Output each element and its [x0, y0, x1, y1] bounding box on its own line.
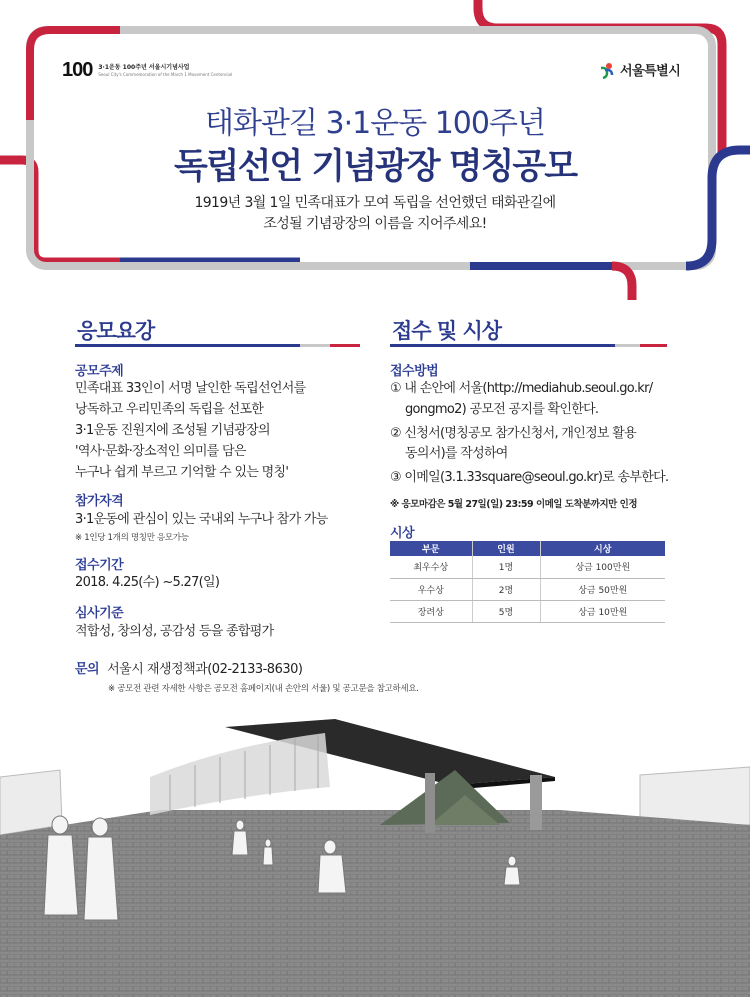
- left-rule-navy: [75, 344, 300, 347]
- title-line2: 독립선언 기념광장 명칭공모: [173, 147, 577, 187]
- cell: 상금 50만원: [540, 578, 665, 600]
- theme-line: 민족대표 33인이 서명 날인한 독립선언서를: [75, 381, 306, 396]
- col-count: 인원: [472, 541, 540, 556]
- left-rule-gray: [300, 344, 330, 347]
- table-row: [390, 600, 665, 622]
- contact-info: [75, 658, 302, 677]
- qualify-text: 3·1운동에 관심이 있는 국내외 누구나 참가 가능: [75, 512, 328, 527]
- method-label: 접수방법: [390, 364, 439, 379]
- award-label: 시상: [390, 526, 415, 541]
- right-rule-gray: [615, 344, 640, 347]
- plaza-rendering-illustration: [0, 715, 750, 997]
- logo-number: 100: [62, 59, 93, 81]
- qualify-note: ※ 1인당 1개의 명칭만 응모가능: [75, 533, 189, 543]
- period-text: 2018. 4.25(수) ~5.27(일): [75, 575, 220, 590]
- contact-note: ※ 공모전 관련 자세한 사항은 공모전 홈페이지(내 손안의 서울) 및 공고문을 참고하세요.: [108, 684, 419, 694]
- seoul-name: 서울특별시: [620, 64, 681, 79]
- award-table: [390, 541, 665, 623]
- centennial-logo: [62, 59, 232, 82]
- cell: 최우수상: [390, 556, 472, 578]
- intro-line1: 1919년 3월 1일 민족대표가 모여 독립을 선언했던 태화관길에: [194, 195, 556, 211]
- judge-label: 심사기준: [75, 606, 124, 621]
- period-label: 접수기간: [75, 558, 124, 573]
- cell: 상금 100만원: [540, 556, 665, 578]
- theme-line: 누구나 쉽게 부르고 기억할 수 있는 명칭': [75, 465, 289, 480]
- method1-line2: gongmo2) 공모전 공지를 확인한다.: [405, 402, 599, 417]
- cell: 1명: [472, 556, 540, 578]
- cell: 2명: [472, 578, 540, 600]
- cell: 5명: [472, 600, 540, 622]
- left-rule-red: [330, 344, 360, 347]
- right-rule-red: [640, 344, 667, 347]
- table-row: [390, 578, 665, 600]
- contact-text: 서울시 재생정책과(02-2133-8630): [107, 662, 303, 677]
- title-line1: 태화관길 3·1운동 100주년: [205, 106, 545, 141]
- cell: 상금 10만원: [540, 600, 665, 622]
- intro-text: [0, 193, 750, 235]
- cell: 우수상: [390, 578, 472, 600]
- award-table-header: [390, 541, 665, 556]
- theme-label: 공모주제: [75, 364, 124, 379]
- logo-line1: 3·1운동 100주년 서울시기념사업: [98, 63, 190, 71]
- method1-line1: ① 내 손안에 서울(http://mediahub.seoul.go.kr/: [390, 381, 653, 396]
- logo-line2: Seoul City's Commemoration of the March 1 Movement Centennial: [98, 71, 233, 77]
- qualify-label: 참가자격: [75, 494, 124, 509]
- contact-label: 문의: [75, 662, 100, 677]
- method2-line2: 동의서)를 작성하여: [405, 446, 508, 461]
- theme-line: '역사·문화·장소적인 의미를 담은: [75, 444, 246, 459]
- right-heading: 접수 및 시상: [392, 319, 502, 343]
- method3: ③ 이메일(3.1.33square@seoul.go.kr)로 송부한다.: [390, 470, 669, 485]
- right-rule-navy: [390, 344, 615, 347]
- judge-text: 적합성, 창의성, 공감성 등을 종합평가: [75, 624, 274, 639]
- seoul-city-logo: [598, 60, 680, 79]
- col-prize: 시상: [540, 541, 665, 556]
- col-category: 부문: [390, 541, 472, 556]
- left-heading: 응모요강: [77, 319, 155, 343]
- seoul-emblem-icon: [598, 61, 616, 79]
- intro-line2: 조성될 기념광장의 이름을 지어주세요!: [263, 216, 487, 232]
- theme-line: 3·1운동 진원지에 조성될 기념광장의: [75, 423, 270, 438]
- deadline-note: ※ 응모마감은 5월 27일(일) 23:59 이메일 도착분까지만 인정: [390, 499, 638, 510]
- method2-line1: ② 신청서(명칭공모 참가신청서, 개인정보 활용: [390, 426, 636, 441]
- table-row: [390, 556, 665, 578]
- cell: 장려상: [390, 600, 472, 622]
- theme-line: 낭독하고 우리민족의 독립을 선포한: [75, 402, 264, 417]
- theme-text: [75, 378, 305, 483]
